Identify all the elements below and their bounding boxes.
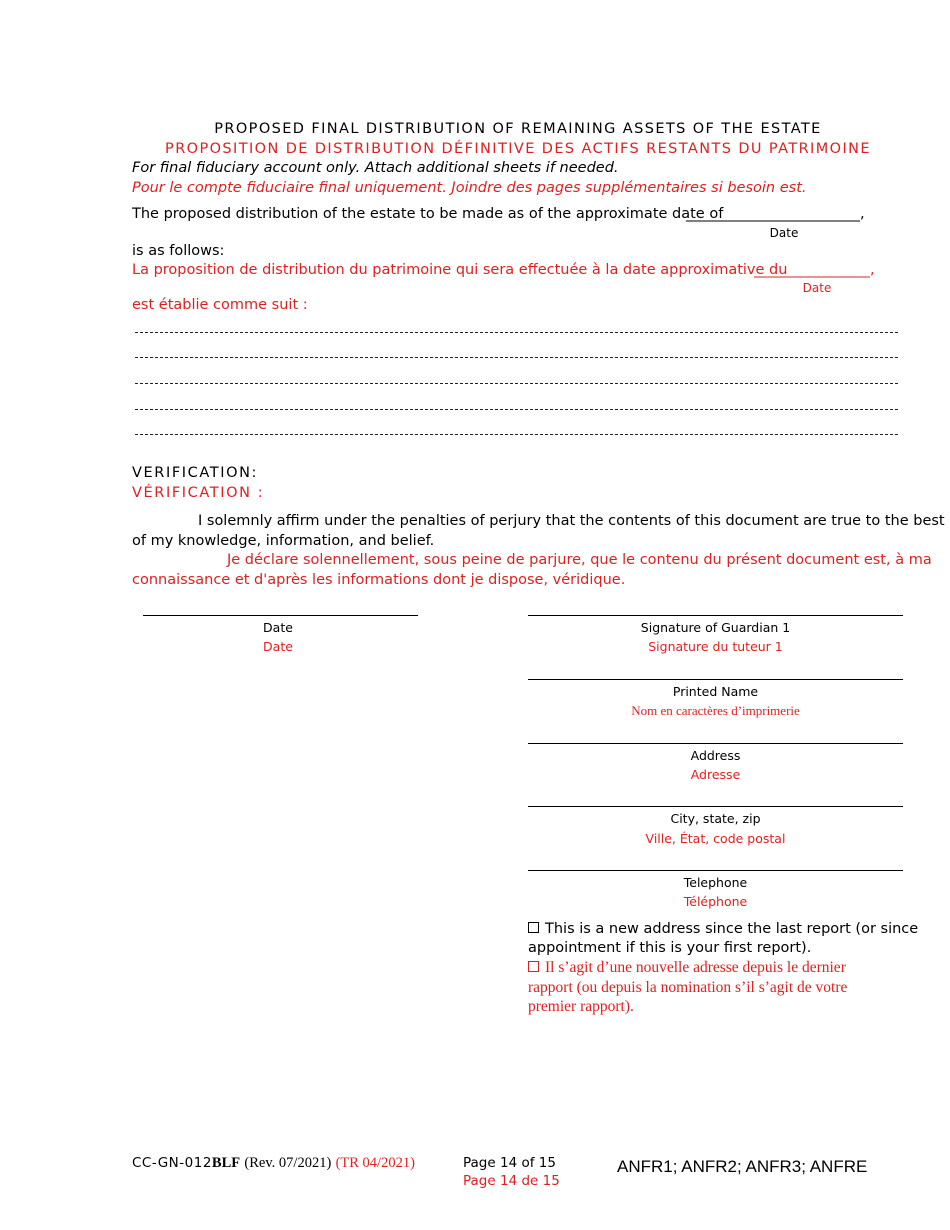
distribution-line-fr: La proposition de distribution du patrimoine qui sera effectuée à la date approximative du bbox=[132, 262, 788, 278]
page-number-fr: Page 14 de 15 bbox=[463, 1173, 560, 1189]
city-state-zip-line[interactable] bbox=[528, 806, 903, 807]
verification-heading-fr: VÉRIFICATION : bbox=[132, 485, 265, 501]
distribution-line-en: The proposed distribution of the estate to be made as of the approximate date of bbox=[132, 206, 724, 222]
new-address-text-en-1: This is a new address since the last report (or since bbox=[545, 921, 919, 937]
address-line[interactable] bbox=[528, 743, 903, 744]
new-address-text-fr-1: Il s’agit d’une nouvelle adresse depuis le dernier bbox=[545, 959, 846, 976]
checkbox-icon[interactable] bbox=[528, 922, 539, 933]
guardian-signature-line[interactable] bbox=[528, 615, 903, 616]
printed-name-line[interactable] bbox=[528, 679, 903, 680]
new-address-checkbox-en[interactable] bbox=[528, 921, 918, 937]
guardian-signature-label-fr: Signature du tuteur 1 bbox=[648, 639, 783, 654]
telephone-label-fr: Téléphone bbox=[683, 894, 748, 909]
title-en: PROPOSED FINAL DISTRIBUTION OF REMAINING ASSETS OF THE ESTATE bbox=[214, 121, 822, 137]
affirmation-en-line2: of my knowledge, information, and belief. bbox=[132, 533, 435, 549]
form-translation-revision: (TR 04/2021) bbox=[335, 1155, 415, 1171]
new-address-checkbox-fr[interactable] bbox=[528, 959, 846, 977]
affirmation-fr-line1: Je déclare solennellement, sous peine de parjure, que le contenu du présent document est, à ma bbox=[227, 552, 932, 568]
date-label-fr: Date bbox=[263, 639, 293, 654]
date-label-en: Date bbox=[769, 226, 799, 240]
follows-en: is as follows: bbox=[132, 243, 225, 259]
address-label: Address bbox=[690, 748, 741, 763]
telephone-line[interactable] bbox=[528, 870, 903, 871]
date-blank-fr[interactable]: ________________, bbox=[754, 262, 875, 278]
distribution-blank-line[interactable] bbox=[135, 434, 898, 435]
affirmation-fr-line2: connaissance et d'après les informations dont je dispose, véridique. bbox=[132, 572, 626, 588]
address-label-fr: Adresse bbox=[690, 767, 741, 782]
new-address-text-fr-3: premier rapport). bbox=[528, 998, 634, 1015]
follows-fr: est établie comme suit : bbox=[132, 297, 308, 313]
form-id bbox=[132, 1155, 415, 1172]
title-fr: PROPOSITION DE DISTRIBUTION DÉFINITIVE DES ACTIFS RESTANTS DU PATRIMOINE bbox=[165, 141, 871, 157]
new-address-text-en-2: appointment if this is your first report). bbox=[528, 940, 812, 956]
distribution-blank-line[interactable] bbox=[135, 383, 898, 384]
form-codes: ANFR1; ANFR2; ANFR3; ANFRE bbox=[617, 1157, 868, 1176]
printed-name-label: Printed Name bbox=[672, 684, 759, 699]
form-id-code: CC-GN-012 bbox=[132, 1155, 212, 1171]
new-address-text-fr-2: rapport (ou depuis la nomination s’il s’agit de votre bbox=[528, 979, 848, 996]
date-label: Date bbox=[263, 620, 293, 635]
instruction-fr: Pour le compte fiduciaire final uniquement. Joindre des pages supplémentaires si besoin est. bbox=[132, 180, 807, 196]
guardian-signature-label: Signature of Guardian 1 bbox=[640, 620, 791, 635]
instruction-en: For final fiduciary account only. Attach additional sheets if needed. bbox=[132, 160, 619, 176]
distribution-blank-line[interactable] bbox=[135, 409, 898, 410]
checkbox-icon[interactable] bbox=[528, 961, 539, 972]
form-revision: (Rev. 07/2021) bbox=[244, 1155, 332, 1171]
verification-heading-en: VERIFICATION: bbox=[132, 465, 259, 481]
form-id-suffix: BLF bbox=[211, 1155, 241, 1171]
date-label-fr: Date bbox=[802, 281, 832, 295]
city-state-zip-label-fr: Ville, État, code postal bbox=[645, 831, 786, 846]
distribution-blank-line[interactable] bbox=[135, 332, 898, 333]
city-state-zip-label: City, state, zip bbox=[670, 811, 761, 826]
distribution-blank-line[interactable] bbox=[135, 357, 898, 358]
telephone-label: Telephone bbox=[683, 875, 748, 890]
page-number-en: Page 14 of 15 bbox=[463, 1155, 556, 1171]
date-signature-line[interactable] bbox=[143, 615, 418, 616]
affirmation-en-line1: I solemnly affirm under the penalties of perjury that the contents of this document are true to the best bbox=[198, 513, 945, 529]
printed-name-label-fr: Nom en caractères d’imprimerie bbox=[631, 703, 800, 718]
date-blank-en[interactable]: ________________________, bbox=[686, 206, 865, 222]
